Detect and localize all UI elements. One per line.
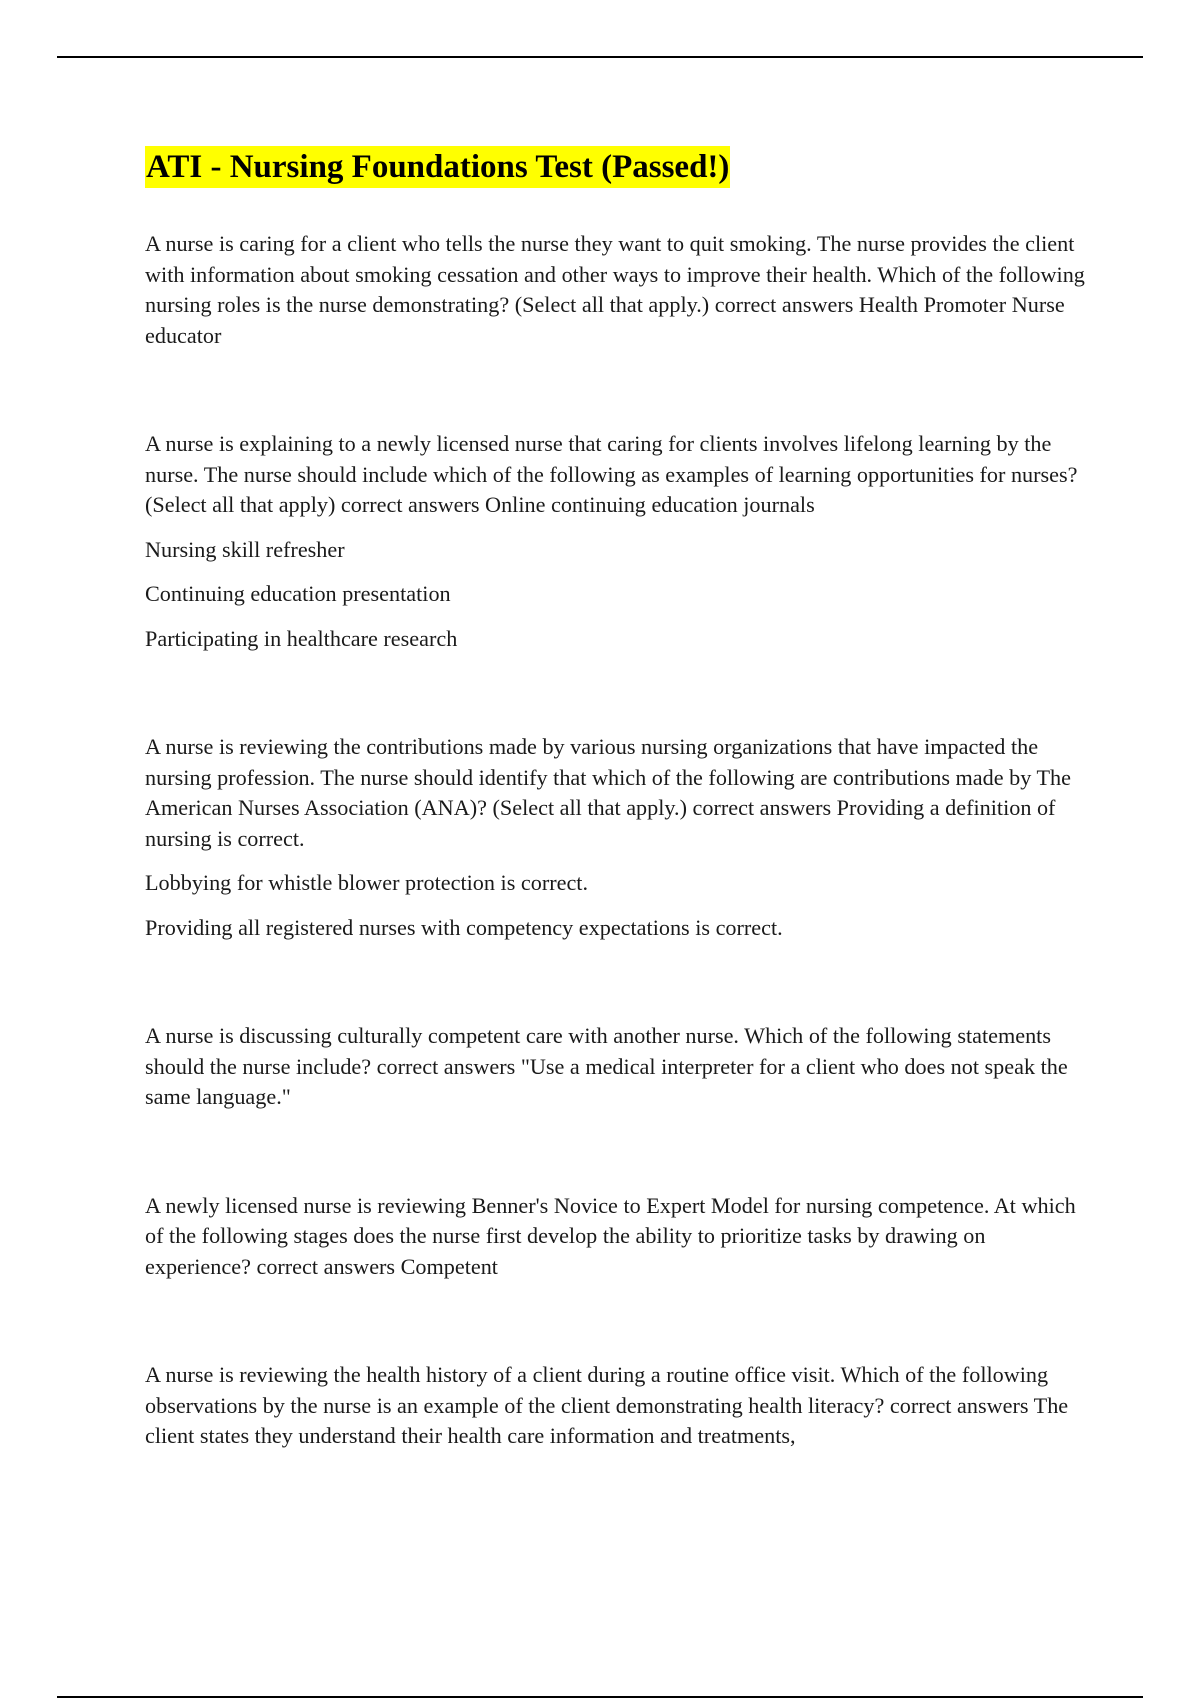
question-text: A nurse is discussing culturally competent care with another nurse. Which of the following statements should the nurse include? correct answers "Use a medical interpreter for a client who does not speak the same language." <box>145 1023 1068 1109</box>
question-item <box>145 1191 1090 1283</box>
question-text: A nurse is explaining to a newly licensed nurse that caring for clients involves lifelong learning by the nurse. The nurse should include which of the following as examples of learning opportunities for nurses? (Select all that apply) correct answers Online continuing education journals <box>145 431 1078 517</box>
answer-line: Nursing skill refresher <box>145 536 345 562</box>
answer-line: Lobbying for whistle blower protection is correct. <box>145 870 589 895</box>
answer-line: Providing all registered nurses with competency expectations is correct. <box>145 914 783 940</box>
question-item <box>145 732 1090 943</box>
question-text: A newly licensed nurse is reviewing Benner's Novice to Expert Model for nursing competence. At which of the following stages does the nurse first develop the ability to prioritize tasks by drawing on experience? correct answers Competent <box>145 1192 1076 1279</box>
question-item <box>145 229 1090 351</box>
question-text: A nurse is caring for a client who tells the nurse they want to quit smoking. The nurse provides the client with information about smoking cessation and other ways to improve their health. Which of the following nursing roles is the nurse demonstrating? (Select all that apply.) correct answers Health Promoter Nurse educator <box>145 231 1085 348</box>
question-item <box>145 1360 1090 1452</box>
question-text: A nurse is reviewing the contributions made by various nursing organizations that have impacted the nursing profession. The nurse should identify that which of the following are contributions made by The American Nurses Association (ANA)? (Select all that apply.) correct answers Providing a definition of nursing is correct. <box>145 734 1071 851</box>
top-rule <box>57 56 1143 58</box>
bottom-rule <box>57 1696 1143 1698</box>
answer-line: Continuing education presentation <box>145 581 451 606</box>
question-text: A nurse is reviewing the health history of a client during a routine office visit. Which of the following observations by the nurse is an example of the client demonstrating health literacy? correct answers The client states they understand their health care information and treatments, <box>145 1362 1069 1448</box>
document-body <box>145 146 1090 1452</box>
question-item <box>145 429 1090 654</box>
page-title: ATI - Nursing Foundations Test (Passed!) <box>145 146 730 188</box>
question-item <box>145 1021 1090 1113</box>
answer-line: Participating in healthcare research <box>145 625 458 651</box>
